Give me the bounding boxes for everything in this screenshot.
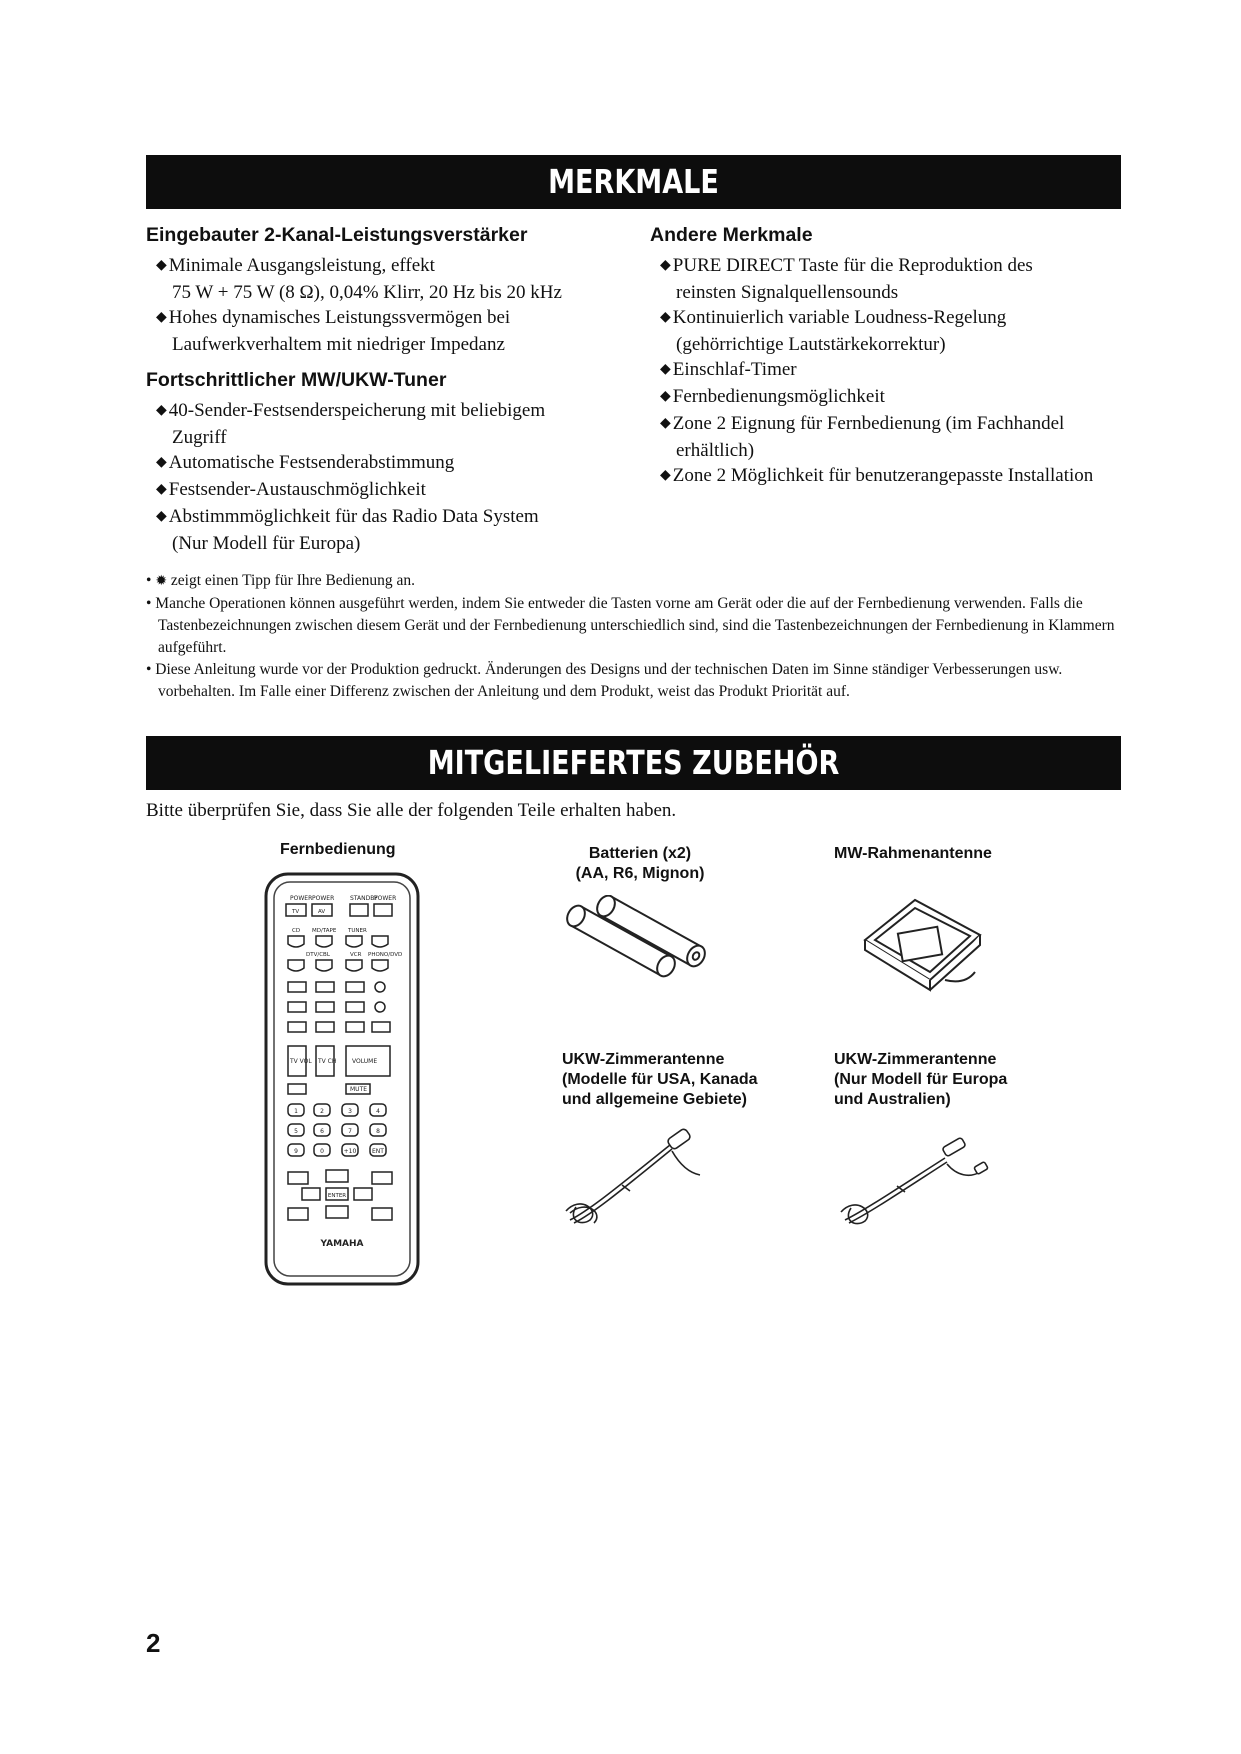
remote-label-power-2: POWER bbox=[312, 895, 335, 902]
remote-num-5: 5 bbox=[294, 1128, 298, 1135]
amp-item-2-cont: Laufwerkverhaltem mit niedriger Impedanz bbox=[172, 334, 505, 355]
tuner-item-4-cont: (Nur Modell für Europa) bbox=[172, 533, 361, 554]
note-operations: • Manche Operationen können ausgeführt werden, indem Sie entweder die Tasten vorne am Gerät oder die auf der Fernbedienung verwenden. Falls die Tastenbezeichnungen zwischen diesem Gerät und der Fernbedienung unterschiedlich sind, sind die Tastenbezeichnungen der Fernbedienung in Klammern aufgeführt. bbox=[146, 595, 1115, 656]
accessories-banner bbox=[146, 736, 1121, 790]
tuner-heading: Fortschrittlicher MW/UKW-Tuner bbox=[146, 369, 447, 391]
features-banner-title: MERKMALE bbox=[548, 162, 719, 201]
remote-src-vcr: VCR bbox=[350, 952, 362, 958]
other-features-heading: Andere Merkmale bbox=[650, 224, 813, 246]
fm-antenna-eu-illustration bbox=[835, 1120, 1005, 1235]
batteries-caption: Batterien (x2) (AA, R6, Mignon) bbox=[575, 845, 705, 882]
remote-src-phono: PHONO/DVD bbox=[368, 952, 403, 958]
remote-src-md: MD/TAPE bbox=[312, 928, 337, 934]
remote-volume: VOLUME bbox=[352, 1058, 378, 1065]
am-antenna-caption: MW-Rahmenantenne bbox=[834, 845, 992, 862]
batteries-illustration bbox=[560, 895, 720, 1005]
remote-num-ent: ENT bbox=[372, 1148, 384, 1155]
fm-antenna-us-illustration bbox=[560, 1115, 730, 1230]
other-item-1-cont: reinsten Signalquellensounds bbox=[676, 282, 899, 303]
remote-caption: Fernbedienung bbox=[280, 841, 396, 858]
am-loop-antenna-illustration bbox=[845, 890, 995, 1000]
other-item-3: ◆ Einschlaf-Timer bbox=[660, 359, 797, 380]
tuner-item-1-cont: Zugriff bbox=[172, 427, 227, 448]
remote-tv-vol: TV VOL bbox=[290, 1058, 312, 1065]
remote-control-illustration bbox=[262, 870, 422, 1290]
other-item-4: ◆ Fernbedienungsmöglichkeit bbox=[660, 386, 885, 407]
other-item-2: ◆ Kontinuierlich variable Loudness-Regelung bbox=[660, 307, 1007, 328]
other-item-2-cont: (gehörrichtige Lautstärkekorrektur) bbox=[676, 334, 946, 355]
fm-antenna-eu-caption: UKW-Zimmerantenne (Nur Modell für Europa und Australien) bbox=[834, 1051, 1008, 1108]
remote-key-av: AV bbox=[318, 909, 326, 915]
page-number: 2 bbox=[146, 1628, 161, 1658]
note-disclaimer: • Diese Anleitung wurde vor der Produktion gedruckt. Änderungen des Designs und der technischen Daten im Sinne ständiger Verbesserungen usw. vorbehalten. Im Falle einer Differenz zwischen der Anleitung und dem Produkt, weist das Produkt Priorität auf. bbox=[146, 661, 1063, 700]
right-column bbox=[650, 224, 1130, 490]
left-column bbox=[146, 224, 616, 556]
tip-icon: ✹ bbox=[155, 574, 168, 589]
remote-src-tuner: TUNER bbox=[348, 928, 367, 934]
remote-enter: ENTER bbox=[327, 1193, 347, 1199]
remote-src-dtv: DTV/CBL bbox=[306, 952, 330, 958]
remote-num-10: +10 bbox=[343, 1148, 357, 1155]
amp-item-1: ◆ Minimale Ausgangsleistung, effekt bbox=[156, 255, 435, 276]
remote-label-power-3: POWER bbox=[374, 895, 397, 902]
remote-num-4: 4 bbox=[376, 1108, 380, 1115]
other-item-1: ◆ PURE DIRECT Taste für die Reproduktion des bbox=[660, 255, 1033, 276]
tuner-item-1: ◆ 40-Sender-Festsenderspeicherung mit beliebigem bbox=[156, 400, 546, 421]
accessories-banner-title: MITGELIEFERTES ZUBEHÖR bbox=[427, 743, 840, 782]
remote-num-7: 7 bbox=[348, 1128, 352, 1135]
remote-label-power-1: POWER bbox=[290, 895, 313, 902]
remote-mute: MUTE bbox=[350, 1086, 368, 1093]
remote-label-standby: STANDBY bbox=[350, 895, 378, 902]
remote-src-cd: CD bbox=[292, 928, 301, 934]
notes-block bbox=[146, 570, 1126, 703]
other-item-5: ◆ Zone 2 Eignung für Fernbedienung (im Fachhandel bbox=[660, 413, 1065, 434]
remote-key-tv: TV bbox=[292, 909, 300, 915]
fm-antenna-us-caption: UKW-Zimmerantenne (Modelle für USA, Kanada und allgemeine Gebiete) bbox=[562, 1051, 758, 1108]
other-item-6: ◆ Zone 2 Möglichkeit für benutzerangepasste Installation bbox=[660, 465, 1094, 486]
note-tip: • ✹ zeigt einen Tipp für Ihre Bedienung an. bbox=[146, 572, 415, 589]
accessories-intro: Bitte überprüfen Sie, dass Sie alle der folgenden Teile erhalten haben. bbox=[146, 800, 677, 821]
remote-tv-ch: TV CH bbox=[318, 1058, 337, 1065]
amp-item-2: ◆ Hohes dynamisches Leistungssvermögen bei bbox=[156, 307, 511, 328]
amp-heading: Eingebauter 2-Kanal-Leistungsverstärker bbox=[146, 224, 528, 246]
tuner-item-4: ◆ Abstimmmöglichkeit für das Radio Data System bbox=[156, 506, 539, 527]
remote-num-1: 1 bbox=[294, 1108, 298, 1115]
remote-num-9: 9 bbox=[294, 1148, 298, 1155]
remote-num-3: 3 bbox=[348, 1108, 352, 1115]
features-banner bbox=[146, 155, 1121, 209]
remote-num-0: 0 bbox=[320, 1148, 324, 1155]
tuner-item-2: ◆ Automatische Festsenderabstimmung bbox=[156, 452, 455, 473]
remote-num-8: 8 bbox=[376, 1128, 380, 1135]
remote-brand: YAMAHA bbox=[320, 1239, 364, 1249]
other-item-5-cont: erhältlich) bbox=[676, 440, 755, 461]
tuner-item-3: ◆ Festsender-Austauschmöglichkeit bbox=[156, 479, 426, 500]
amp-item-1-cont: 75 W + 75 W (8 Ω), 0,04% Klirr, 20 Hz bis 20 kHz bbox=[172, 282, 562, 303]
remote-num-6: 6 bbox=[320, 1128, 324, 1135]
remote-num-2: 2 bbox=[320, 1108, 324, 1115]
